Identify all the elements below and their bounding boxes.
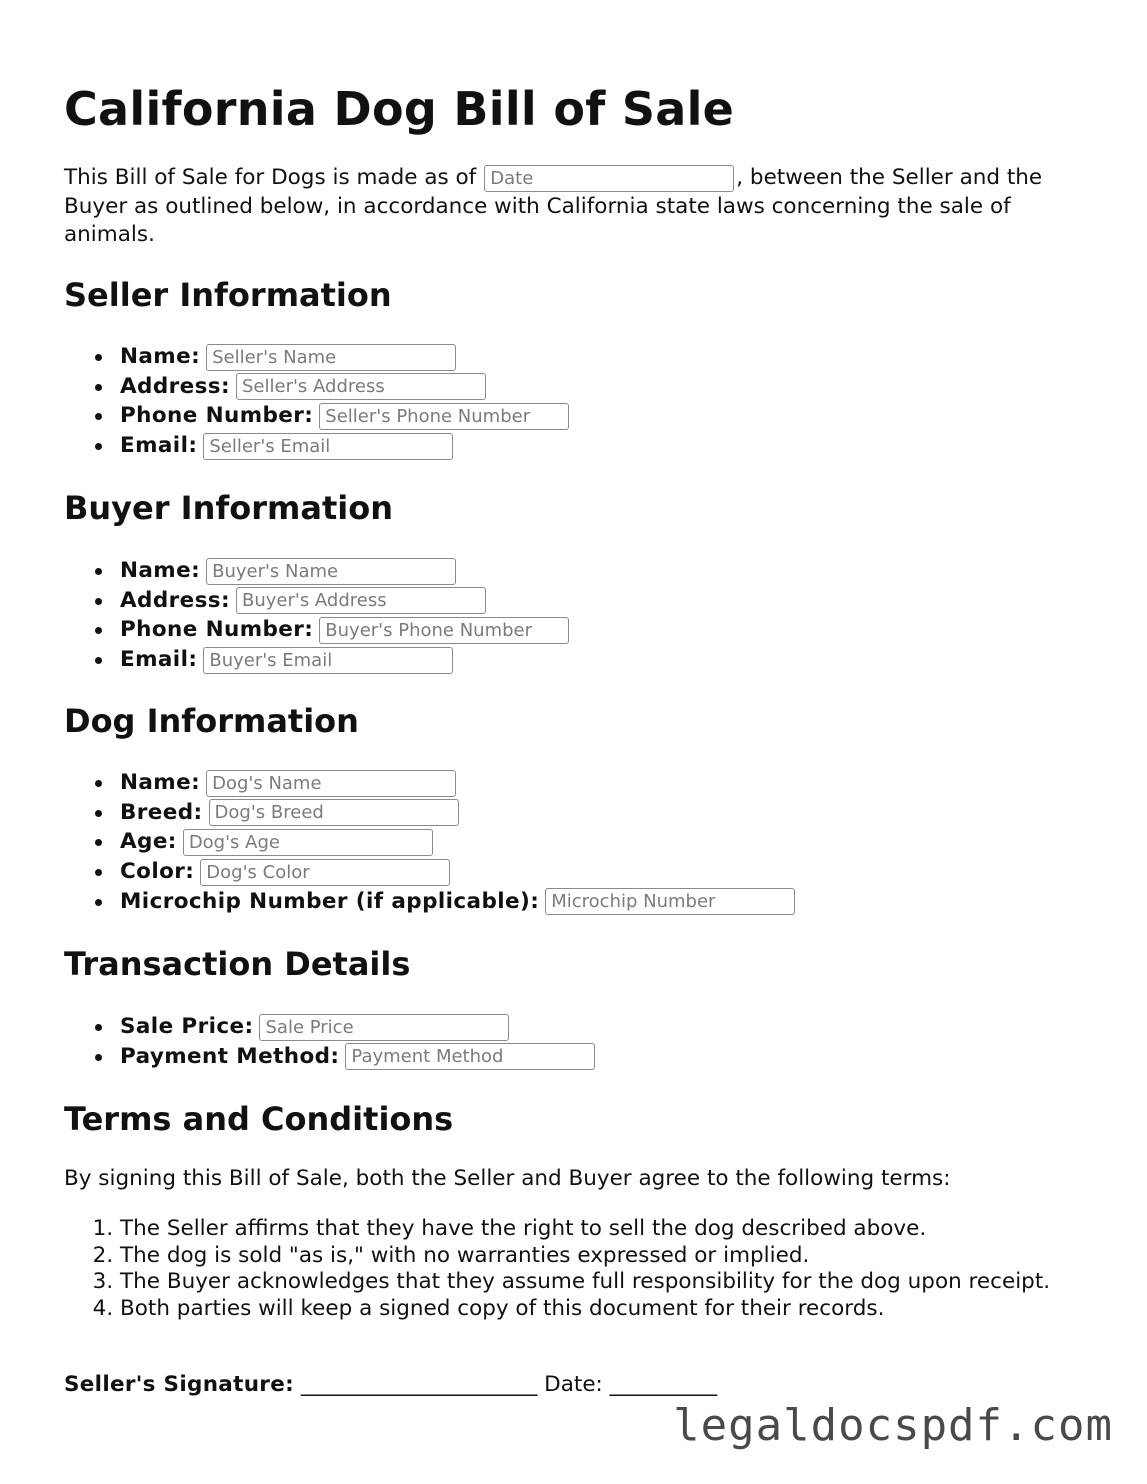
buyer-address-input[interactable] [236,587,486,614]
dog-fields [64,768,795,916]
buyer-phone-input[interactable] [319,617,569,644]
intro-text-after: , between the Seller and the Buyer as outlined below, in accordance with California state laws concerning the sale of animals. [64,165,1043,247]
buyer-name-input[interactable] [206,558,456,585]
terms-item: 3. The Buyer acknowledges that they assume full responsibility for the dog upon receipt. [120,1269,1084,1296]
payment-method-row [120,1042,595,1072]
field-label: Microchip Number (if applicable): [120,888,540,914]
buyer-fields [64,556,569,675]
field-label: Phone Number: [120,617,314,643]
dog-name-input[interactable] [206,770,456,797]
seller-fields [64,342,569,461]
transaction-fields [64,1012,595,1071]
terms-intro: By signing this Bill of Sale, both the Seller and Buyer agree to the following terms: [64,1166,951,1191]
field-label: Email: [120,647,198,673]
intro-text-before: This Bill of Sale for Dogs is made as of [64,165,477,190]
seller-name-row [120,342,569,372]
signature-date-blank[interactable]: __________ [609,1372,718,1397]
field-label: Color: [120,859,195,885]
signature-line [64,1372,717,1397]
seller-signature-label: Seller's Signature: [64,1372,294,1397]
field-label: Age: [120,829,177,855]
field-label: Phone Number: [120,403,314,429]
terms-item: 4. Both parties will keep a signed copy of this document for their records. [120,1296,1084,1323]
seller-signature-blank[interactable]: ______________________ [300,1372,538,1397]
date-input[interactable] [484,165,734,192]
page-title: California Dog Bill of Sale [64,82,735,136]
seller-phone-input[interactable] [319,403,569,430]
dog-breed-row [120,798,795,828]
dog-age-input[interactable] [183,829,433,856]
dog-name-row [120,768,795,798]
dog-age-row [120,827,795,857]
buyer-address-row [120,586,569,616]
dog-heading: Dog Information [64,702,359,740]
buyer-heading: Buyer Information [64,489,393,527]
field-label: Name: [120,770,201,795]
sale-price-input[interactable] [259,1014,509,1041]
seller-name-input[interactable] [206,344,456,371]
microchip-number-input[interactable] [545,888,795,915]
terms-item: 1. The Seller affirms that they have the right to sell the dog described above. [120,1216,1084,1243]
field-label: Sale Price: [120,1014,254,1039]
watermark: legaldocspdf.com [673,1400,1113,1451]
field-label: Payment Method: [120,1043,340,1069]
dog-microchip-row [120,887,795,917]
field-label: Email: [120,433,198,459]
seller-email-row [120,431,569,461]
field-label: Name: [120,344,201,369]
sale-price-row [120,1012,595,1042]
signature-date-label: Date: [544,1372,603,1397]
intro-paragraph [64,164,1084,250]
buyer-email-row [120,645,569,675]
buyer-email-input[interactable] [203,647,453,674]
seller-email-input[interactable] [203,433,453,460]
buyer-phone-row [120,615,569,645]
field-label: Breed: [120,799,203,825]
field-label: Address: [120,587,230,613]
seller-address-input[interactable] [236,373,486,400]
seller-phone-row [120,401,569,431]
seller-heading: Seller Information [64,276,392,314]
field-label: Name: [120,558,201,583]
seller-address-row [120,372,569,402]
payment-method-input[interactable] [345,1043,595,1070]
terms-list [64,1216,1084,1322]
transaction-heading: Transaction Details [64,945,411,983]
dog-breed-input[interactable] [209,799,459,826]
dog-color-row [120,857,795,887]
field-label: Address: [120,373,230,399]
buyer-name-row [120,556,569,586]
terms-heading: Terms and Conditions [64,1100,454,1138]
terms-item: 2. The dog is sold "as is," with no warranties expressed or implied. [120,1243,1084,1270]
dog-color-input[interactable] [200,859,450,886]
